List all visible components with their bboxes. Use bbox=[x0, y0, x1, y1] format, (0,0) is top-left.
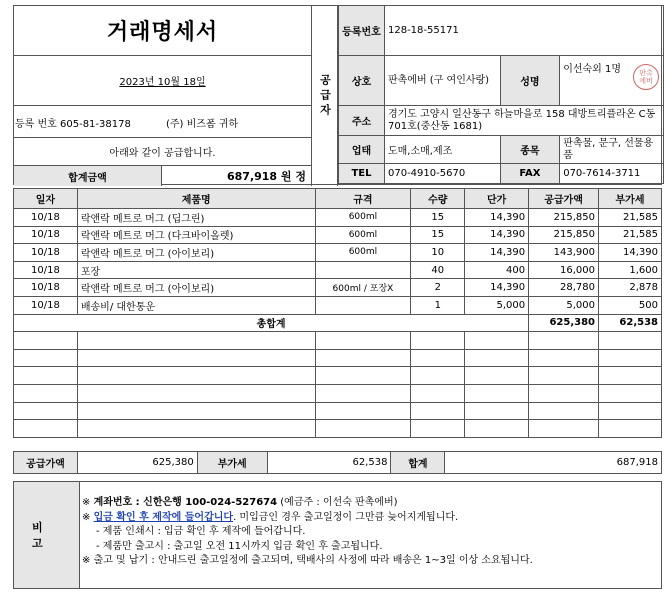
total-amount-value: 687,918 원 정 bbox=[226, 170, 306, 183]
issue-date-cell bbox=[14, 56, 312, 106]
remarks-line-payment bbox=[82, 511, 660, 526]
company-value: 판촉에버 (구 여인사랑) bbox=[384, 56, 500, 106]
biz-item-label: 종목 bbox=[500, 136, 560, 164]
row-vat: 14,390 bbox=[599, 244, 662, 262]
row-product: 배송비/ 대한통운 bbox=[77, 296, 315, 314]
row-supply: 16,000 bbox=[529, 261, 599, 279]
name-cell bbox=[560, 56, 664, 106]
col-header-product: 제품명 bbox=[77, 189, 315, 209]
empty-row bbox=[14, 349, 662, 367]
invoice-header bbox=[13, 5, 662, 185]
table-row bbox=[14, 261, 662, 279]
company-seal: 판촉 에버 bbox=[633, 64, 659, 90]
reg-no-value: 128-18-55171 bbox=[384, 6, 663, 56]
supplier-reg-row bbox=[339, 6, 664, 56]
buyer-reg-no: 등록 번호 605-81-38178 bbox=[15, 118, 131, 130]
document-title: 거래명세서 bbox=[14, 6, 312, 56]
payment-notice-rest: . 미입금인 경우 출고일정이 그만큼 늦어지게됩니다. bbox=[233, 511, 459, 523]
row-price: 5,000 bbox=[465, 296, 529, 314]
remarks-line-print: - 제품 인쇄시 : 입금 확인 후 제작에 들어갑니다. bbox=[96, 526, 306, 537]
items-header-row bbox=[14, 189, 662, 209]
subtotal-row bbox=[14, 314, 662, 332]
summary-table bbox=[13, 451, 662, 474]
name-value: 이선숙외 1명 bbox=[563, 64, 622, 75]
summary-total-value: 687,918 bbox=[445, 452, 662, 474]
fax-label: FAX bbox=[500, 164, 560, 184]
buyer-row bbox=[14, 106, 312, 138]
empty-row bbox=[14, 384, 662, 402]
buyer-name: (주) 비즈폼 귀하 bbox=[166, 118, 239, 130]
row-product: 락앤락 메트로 머그 (아이보리) bbox=[77, 244, 315, 262]
summary-vat-label: 부가세 bbox=[197, 452, 267, 474]
remarks-line-ship: - 제품만 출고시 : 출고일 오전 11시까지 입금 확인 후 출고됩니다. bbox=[96, 540, 383, 552]
row-product: 락앤락 메트로 머그 (다크바이올렛) bbox=[77, 226, 315, 244]
supplier-contact-row bbox=[339, 164, 664, 184]
row-price: 14,390 bbox=[465, 209, 529, 227]
row-spec: 600ml bbox=[315, 209, 411, 227]
summary-supply-label: 공급가액 bbox=[14, 452, 78, 474]
row-price: 14,390 bbox=[465, 226, 529, 244]
empty-row bbox=[14, 420, 662, 438]
name-label: 성명 bbox=[500, 56, 560, 106]
bank-account: 계좌번호 : 신한은행 100-024-527674 bbox=[93, 497, 278, 508]
row-vat: 1,600 bbox=[599, 261, 662, 279]
table-row bbox=[14, 296, 662, 314]
row-price: 400 bbox=[465, 261, 529, 279]
row-vat: 500 bbox=[599, 296, 662, 314]
remarks-body bbox=[82, 496, 660, 569]
note-bullet: ※ bbox=[82, 511, 94, 523]
row-spec: 600ml bbox=[315, 244, 411, 262]
row-spec: 600ml bbox=[315, 226, 411, 244]
row-supply: 143,900 bbox=[529, 244, 599, 262]
col-header-qty: 수량 bbox=[411, 189, 465, 209]
address-value: 경기도 고양시 일산동구 하늘마을로 158 대방트리플라온 C동 701호(중산동 1681) bbox=[384, 106, 663, 136]
subtotal-label: 총합계 bbox=[14, 314, 529, 332]
row-qty: 15 bbox=[411, 209, 465, 227]
row-product: 락앤락 메트로 머그 (아이보리) bbox=[77, 279, 315, 297]
row-spec bbox=[315, 296, 411, 314]
issue-date: 2023년 10월 18일 bbox=[119, 77, 206, 88]
total-amount-label: 합계금액 bbox=[14, 166, 162, 186]
remarks-line-account bbox=[82, 496, 660, 511]
row-date: 10/18 bbox=[14, 226, 78, 244]
row-supply: 5,000 bbox=[529, 296, 599, 314]
row-supply: 28,780 bbox=[529, 279, 599, 297]
row-vat: 21,585 bbox=[599, 226, 662, 244]
remarks-label: 비고 bbox=[14, 482, 80, 588]
row-qty: 40 bbox=[411, 261, 465, 279]
tel-value: 070-4910-5670 bbox=[384, 164, 500, 184]
tel-label: TEL bbox=[339, 164, 385, 184]
table-row bbox=[14, 226, 662, 244]
summary-total-label: 합계 bbox=[391, 452, 445, 474]
row-product: 락앤락 메트로 머그 (딥그린) bbox=[77, 209, 315, 227]
biz-type-value: 도매,소매,제조 bbox=[384, 136, 500, 164]
col-header-price: 단가 bbox=[465, 189, 529, 209]
supplier-side-label: 공급자 bbox=[312, 6, 338, 186]
empty-row bbox=[14, 402, 662, 420]
row-date: 10/18 bbox=[14, 244, 78, 262]
supply-note: 아래와 같이 공급합니다. bbox=[14, 138, 312, 166]
note-bullet: ※ bbox=[82, 497, 94, 508]
summary-vat-value: 62,538 bbox=[267, 452, 391, 474]
row-price: 14,390 bbox=[465, 279, 529, 297]
row-qty: 2 bbox=[411, 279, 465, 297]
empty-row bbox=[14, 367, 662, 385]
row-supply: 215,850 bbox=[529, 226, 599, 244]
items-table bbox=[13, 188, 662, 438]
remarks-box bbox=[13, 481, 662, 589]
payment-notice-link[interactable]: 입금 확인 후 제작에 들어갑니다 bbox=[93, 511, 234, 523]
row-spec: 600ml / 포장X bbox=[315, 279, 411, 297]
remarks-line-delivery: ※ 출고 및 납기 : 안내드린 출고일정에 출고되며, 택배사의 사정에 따라 배송은 1~3일 이상 소요됩니다. bbox=[82, 555, 533, 566]
col-header-supply: 공급가액 bbox=[529, 189, 599, 209]
empty-row bbox=[14, 332, 662, 350]
col-header-vat: 부가세 bbox=[599, 189, 662, 209]
account-holder: (예금주 : 이선숙 판촉에버) bbox=[277, 497, 398, 508]
col-header-date: 일자 bbox=[14, 189, 78, 209]
row-date: 10/18 bbox=[14, 279, 78, 297]
biz-type-label: 업태 bbox=[339, 136, 385, 164]
row-supply: 215,850 bbox=[529, 209, 599, 227]
row-date: 10/18 bbox=[14, 296, 78, 314]
row-date: 10/18 bbox=[14, 209, 78, 227]
row-vat: 21,585 bbox=[599, 209, 662, 227]
table-row bbox=[14, 209, 662, 227]
supplier-address-row bbox=[339, 106, 664, 136]
address-label: 주소 bbox=[339, 106, 385, 136]
reg-no-label: 등록번호 bbox=[339, 6, 385, 56]
total-amount-row bbox=[14, 166, 312, 186]
row-qty: 1 bbox=[411, 296, 465, 314]
summary-row bbox=[14, 452, 662, 474]
row-product: 포장 bbox=[77, 261, 315, 279]
row-qty: 15 bbox=[411, 226, 465, 244]
supplier-company-row bbox=[339, 56, 664, 106]
subtotal-supply: 625,380 bbox=[529, 314, 599, 332]
col-header-spec: 규격 bbox=[315, 189, 411, 209]
company-label: 상호 bbox=[339, 56, 385, 106]
row-spec bbox=[315, 261, 411, 279]
fax-value: 070-7614-3711 bbox=[560, 164, 664, 184]
subtotal-vat: 62,538 bbox=[599, 314, 662, 332]
biz-item-value: 판촉물, 문구, 선물용품 bbox=[560, 136, 664, 164]
row-qty: 10 bbox=[411, 244, 465, 262]
supplier-biz-row bbox=[339, 136, 664, 164]
row-date: 10/18 bbox=[14, 261, 78, 279]
summary-supply-value: 625,380 bbox=[77, 452, 197, 474]
supplier-table bbox=[338, 5, 664, 184]
row-price: 14,390 bbox=[465, 244, 529, 262]
table-row bbox=[14, 279, 662, 297]
table-row bbox=[14, 244, 662, 262]
row-vat: 2,878 bbox=[599, 279, 662, 297]
